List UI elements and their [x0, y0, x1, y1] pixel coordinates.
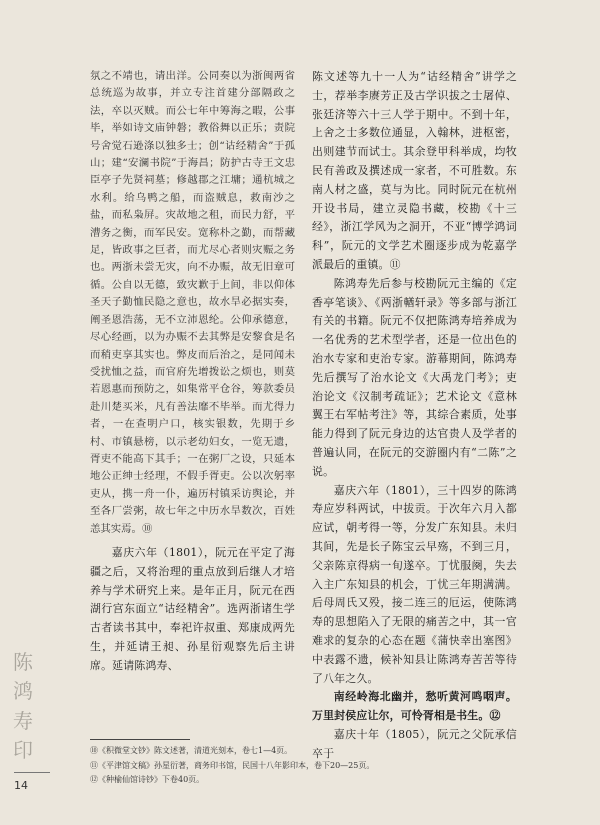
page-number-rule	[14, 772, 50, 773]
body-paragraph: 嘉庆六年（1801），阮元在平定了海疆之后，又将治理的重点放到后继人才培养与学术研究上来。是年正月，阮元在西湖行宫东面立“诂经精舍”。选两浙诸生学古者读书其中，奉祀许叔重、郑康成两先生，并延请王昶、孙星衍观察先后主讲席。延请陈鸿寿、	[90, 545, 295, 672]
right-text-column	[312, 68, 517, 763]
footnotes	[90, 744, 520, 788]
poem-verse: 南经岭海北幽并，愁听黄河鸣咽声。万里封侯应让尔，可怜胥相是书生。⑫	[312, 690, 517, 723]
body-paragraph: 嘉庆六年（1801），三十四岁的陈鸿寿应岁科两试，中拔贡。于次年六月入都应试，朝考得一等，分发广东知县。未归其间，先是长子陈宝云早殇，不到三月，父亲陈京得病一旬遂卒。丁忧服阕，失去入主广东知县的机会，丁忧三年期满满。后母周氏又殁，接二连三的厄运，使陈鸿寿的思想陷入了无限的痛苦之中，其一官难求的复杂的心态在题《蒲快幸出塞图》中表露不遗，候补知县让陈鸿寿苦苦等待了八年之久。	[312, 483, 517, 685]
footnote: ⑩《积微堂文钞》陈文述著，清道光刻本，卷七1—4页。	[90, 746, 293, 755]
footnote: ⑫《种榆仙馆诗钞》下卷40页。	[90, 775, 205, 784]
seal-glyph: 陈	[13, 650, 33, 674]
page-number: 14	[14, 779, 28, 792]
body-paragraph: 陈鸿寿先后参与校勘阮元主编的《定香亭笔谈》、《两浙輶轩录》等多部与浙江有关的书籍。阮元不仅把陈鸿寿培养成为一名优秀的艺术型学者，还是一位出色的治水专家和吏治专家。游幕期间，陈鸿寿先后撰写了治水论文《大禹龙门考》；吏治论文《汉制考疏证》；艺术论文《意林翼王右军帖考注》等，其综合素质，处事能力得到了阮元身边的达官贵人及学者的普遍认同，在阮元的交游圈内有“二陈”之说。	[312, 276, 517, 478]
seal-glyph: 寿	[13, 708, 33, 733]
footnote: ⑪《平津馆文稿》孙星衍著，商务印书馆，民国十八年影印本，卷下20—25页。	[90, 760, 375, 770]
seal-glyph: 鸿	[13, 679, 33, 704]
footnote-divider	[90, 739, 190, 740]
body-paragraph-continued: 陈文述等九十一人为“诂经精舍”讲学之士，荐举李赓芳正及古学识拔之士屠倬、张廷济等六十三人学于期中。不到十年，上舍之士多数位通显，入翰林，进枢密，出则建节而试士。其余登甲科举成，均牧民有善政及撰述成一家者，不可胜数。东南人材之盛，莫与为比。同时阮元在杭州开设书局，建立灵隐书藏，校勘《十三经》，浙江学风为之洞开，不亚“博学鸿词科”，阮元的文学艺术圈逐步成为乾嘉学派最后的重镇。⑪	[312, 70, 517, 271]
left-text-column	[90, 68, 295, 676]
seal-glyph: 印	[13, 737, 33, 762]
quoted-passage: 氛之不靖也，请出洋。公同奏以为浙闽两省总统巡为故事，并立专注首建分部隔政之法，卒以灭贼。而公七年中筹海之暇，公事毕，举如诗文庙钟磐；教俗舞以正乐；责院号舍觉石逊涤以独多士；创“诂经精舍”于孤山；建“安澜书院”于海昌；防护古寺王文忠臣亭子先贤祠墓；修越郡之江墉；通杭城之水利。给乌鸭之船，而盗贼息，救南沙之盐，而私枭屏。灾故地之租，而民力舒，平漕务之衡，而军民安。宽称朴之勤，而帮藏足，皆政事之巨者，而尤尽心者则灾赈之务也。两浙未尝无灾，向不办赈，故无旧章可循。公自以无德，致灾歉于上间，非以仰体圣天子勤恤民隐之意也，故水旱必据实奏，阐圣恩浩荡，无不立沛恩纶。公仰承德意，尽心经画，以为办赈不去其弊是安黎食是名而稍吏享其实也。弊皮而后治之，是同闻未受扰恤之益，而官府先增拨讼之烦也，则莫若恩惠而预防之，如集常平仓谷，筹款委员赴川楚买米，凡有善法靡不毕举。而尤得力者，一在查明户口，核实银数，先期于乡村、市镇悬榜，以示老幼妇女，一览无遗，胥吏不能高下其手；一在粥厂之设，只延本地公正绅士经理，不假手胥吏。公以次躬率吏从，携一舟一仆，遍历村镇采访舆论，并至各厂尝粥，故七年之中历水旱数次，百姓恙其实焉。⑩	[90, 70, 295, 535]
body-paragraph: 嘉庆十年（1805），阮元之父阮承信卒于	[312, 727, 517, 760]
side-seal-title	[4, 650, 42, 762]
